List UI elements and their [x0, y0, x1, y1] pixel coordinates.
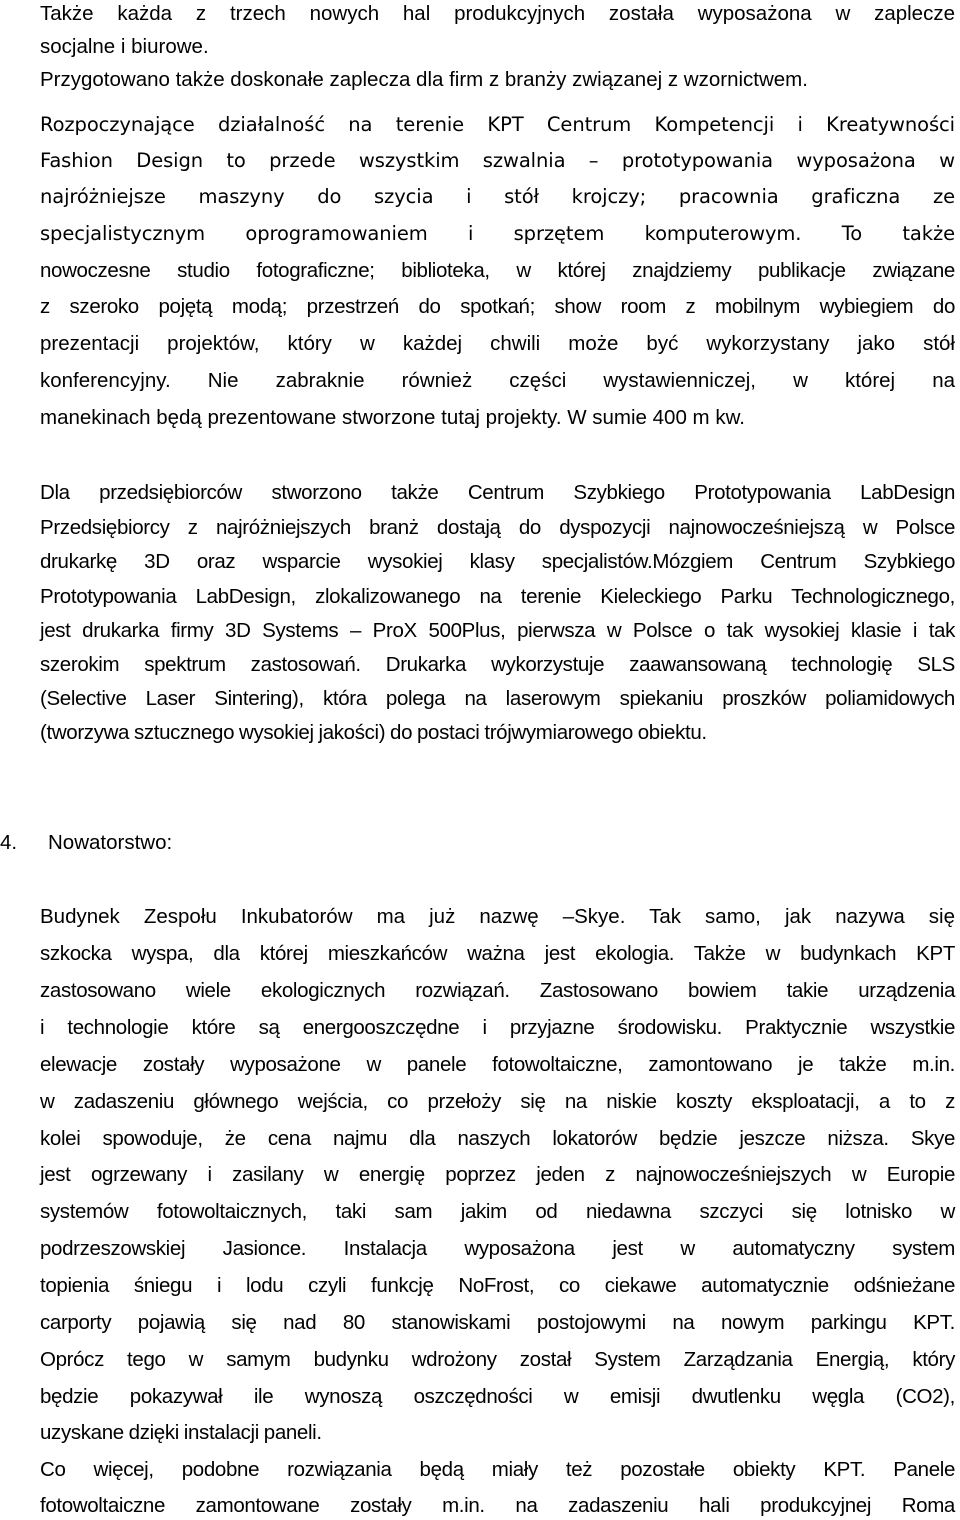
text-line: zastosowano wiele ekologicznych rozwiązań. Zastosowano bowiem takie urządzenia	[40, 979, 955, 1002]
text-line: i technologie które są energooszczędne i przyjazne środowisku. Praktycznie wszystkie	[40, 1016, 955, 1039]
text-line: Prototypowania LabDesign, zlokalizowanego na terenie Kieleckiego Parku Technologicznego,	[40, 585, 955, 608]
text-line: (Selective Laser Sintering), która polega na laserowym spiekaniu proszków poliamidowych	[40, 687, 955, 710]
text-line: socjalne i biurowe.	[40, 35, 209, 58]
text-line: (tworzywa sztucznego wysokiej jakości) do postaci trójwymiarowego obiektu.	[40, 721, 707, 744]
text-line: kolei spowoduje, że cena najmu dla naszych lokatorów będzie jeszcze niższa. Skye	[40, 1127, 955, 1150]
text-line: szkocka wyspa, dla której mieszkańców ważna jest ekologia. Także w budynkach KPT	[40, 942, 955, 965]
text-line: fotowoltaiczne zamontowane zostały m.in. na zadaszeniu hali produkcyjnej Roma	[40, 1494, 955, 1517]
text-line: Rozpoczynające działalność na terenie KPT Centrum Kompetencji i Kreatywności	[40, 113, 955, 136]
text-line: topienia śniegu i lodu czyli funkcję NoFrost, co ciekawe automatycznie odśnieżane	[40, 1274, 955, 1297]
text-line: Fashion Design to przede wszystkim szwalnia – prototypowania wyposażona w	[40, 149, 955, 172]
text-line: drukarkę 3D oraz wsparcie wysokiej klasy specjalistów.Mózgiem Centrum Szybkiego	[40, 550, 955, 573]
text-line: będzie pokazywał ile wynoszą oszczędności w emisji dwutlenku węgla (CO2),	[40, 1385, 955, 1408]
text-line: najróżniejsze maszyny do szycia i stół krojczy; pracownia graficzna ze	[40, 185, 955, 208]
text-line: jest ogrzewany i zasilany w energię poprzez jeden z najnowocześniejszych w Europie	[40, 1163, 955, 1186]
text-line: prezentacji projektów, który w każdej chwili może być wykorzystany jako stół	[40, 332, 955, 355]
text-line: Przygotowano także doskonałe zaplecza dla firm z branży związanej z wzornictwem.	[40, 68, 808, 91]
text-line: manekinach będą prezentowane stworzone tutaj projekty. W sumie 400 m kw.	[40, 406, 745, 429]
text-line: podrzeszowskiej Jasionce. Instalacja wyposażona jest w automatyczny system	[40, 1237, 955, 1260]
text-line: specjalistycznym oprogramowaniem i sprzętem komputerowym. To także	[40, 222, 955, 245]
text-line: Co więcej, podobne rozwiązania będą miały też pozostałe obiekty KPT. Panele	[40, 1458, 955, 1481]
text-line: jest drukarka firmy 3D Systems – ProX 500Plus, pierwsza w Polsce o tak wysokiej klasie i tak	[40, 619, 955, 642]
text-line: Także każda z trzech nowych hal produkcyjnych została wyposażona w zaplecze	[40, 2, 955, 25]
text-line: Oprócz tego w samym budynku wdrożony został System Zarządzania Energią, który	[40, 1348, 955, 1371]
text-line: carporty pojawią się nad 80 stanowiskami postojowymi na nowym parkingu KPT.	[40, 1311, 955, 1334]
text-line: w zadaszeniu głównego wejścia, co przełoży się na niskie koszty eksploatacji, a to z	[40, 1090, 955, 1113]
text-line: uzyskane dzięki instalacji paneli.	[40, 1421, 322, 1444]
heading-title: Nowatorstwo:	[48, 831, 173, 854]
heading-number: 4.	[0, 831, 18, 854]
text-line: elewacje zostały wyposażone w panele fotowoltaiczne, zamontowano je także m.in.	[40, 1053, 955, 1076]
text-line: Budynek Zespołu Inkubatorów ma już nazwę –Skye. Tak samo, jak nazywa się	[40, 905, 955, 928]
text-line: szerokim spektrum zastosowań. Drukarka wykorzystuje zaawansowaną technologię SLS	[40, 653, 955, 676]
text-line: Dla przedsiębiorców stworzono także Centrum Szybkiego Prototypowania LabDesign	[40, 481, 955, 504]
text-line: Przedsiębiorcy z najróżniejszych branż dostają do dyspozycji najnowocześniejszą w Polsce	[40, 516, 955, 539]
text-line: nowoczesne studio fotograficzne; biblioteka, w której znajdziemy publikacje związane	[40, 259, 955, 282]
text-line: konferencyjny. Nie zabraknie również części wystawienniczej, w której na	[40, 369, 955, 392]
text-line: systemów fotowoltaicznych, taki sam jakim od niedawna szczyci się lotnisko w	[40, 1200, 955, 1223]
text-line: z szeroko pojętą modą; przestrzeń do spotkań; show room z mobilnym wybiegiem do	[40, 295, 955, 318]
